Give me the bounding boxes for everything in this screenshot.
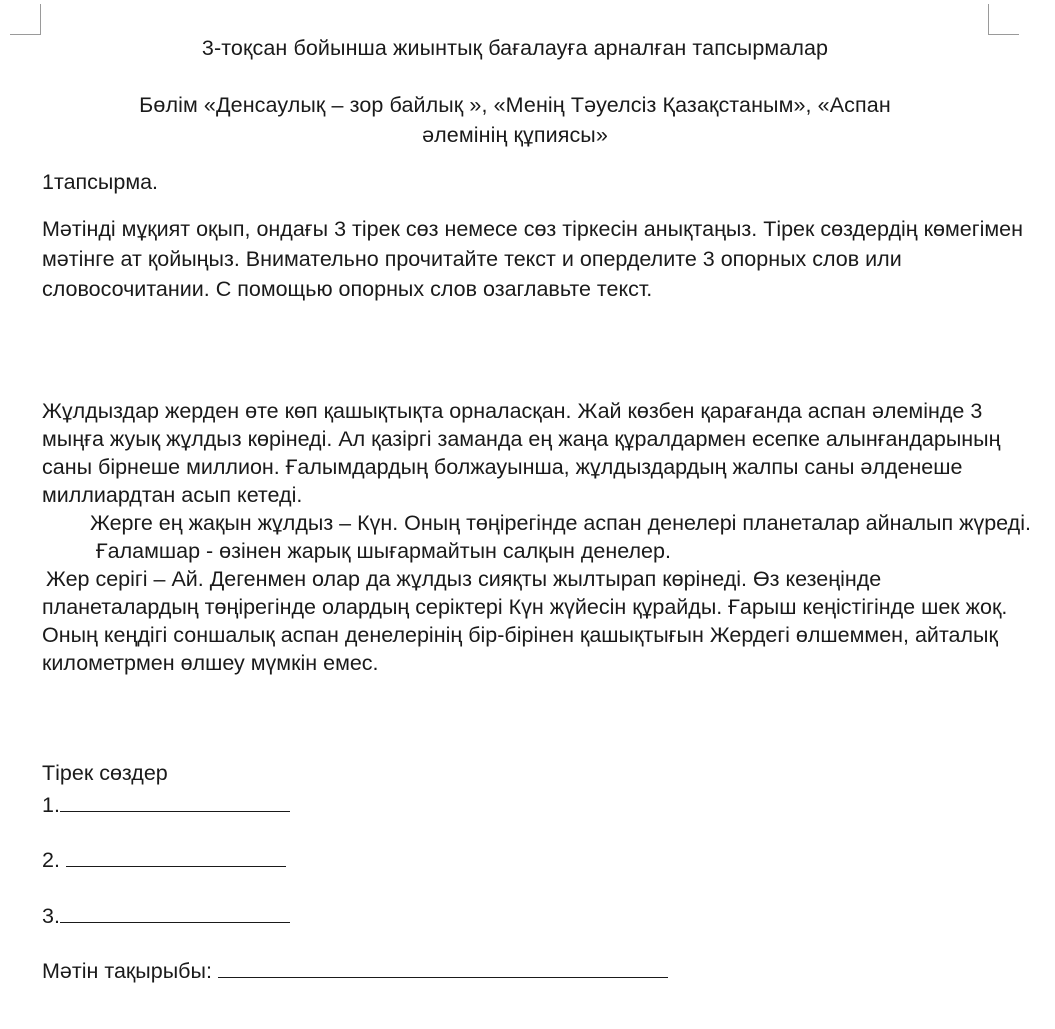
reading-passage xyxy=(42,397,1042,677)
keyword-line-2[interactable] xyxy=(42,846,286,873)
keyword-number-1: 1. xyxy=(42,793,60,817)
text-title-line[interactable] xyxy=(42,957,668,984)
page-corner-mark-top-right xyxy=(988,4,1019,35)
keyword-blank-3[interactable] xyxy=(60,902,290,923)
task-instructions: Мәтінді мұқият оқып, ондағы 3 тірек сөз немесе сөз тіркесін анықтаңыз. Тірек сөздердің көмегімен мәтінге ат қойыңыз. Внимательно прочитайте текст и оперделите 3 опорных слов или словосочитании. С помощью опорных слов озаглавьте текст. xyxy=(42,217,1023,301)
passage-paragraph-2: Жерге ең жақын жұлдыз – Күн. Оның төңірегінде аспан денелері планеталар айналып жүреді. xyxy=(90,511,1031,535)
passage-paragraph-3: Ғаламшар - өзінен жарық шығармайтын салқын денелер. xyxy=(96,539,671,563)
keyword-blank-2[interactable] xyxy=(66,846,286,867)
task-heading: 1тапсырма. xyxy=(42,170,159,194)
keywords-heading: Тірек сөздер xyxy=(42,761,168,785)
section-heading-line-1: Бөлім «Денсаулық – зор байлық », «Менің Тәуелсіз Қазақстаным», «Аспан xyxy=(139,93,891,117)
keyword-number-3: 3. xyxy=(42,904,60,928)
document-title: 3-тоқсан бойынша жиынтық бағалауға арналған тапсырмалар xyxy=(201,36,829,60)
keyword-number-2: 2. xyxy=(42,848,66,872)
page-corner-mark-top-left xyxy=(10,4,41,35)
keyword-line-1[interactable] xyxy=(42,791,290,818)
passage-paragraph-1: Жұлдыздар жерден өте көп қашықтықта орналасқан. Жай көзбен қарағанда аспан әлемінде 3 мыңға жуық жұлдыз көрінеді. Ал қазіргі заманда ең жаңа құралдармен есепке алынғандарының саны бірнеше миллион. Ғалымдардың болжауынша, жұлдыздардың жалпы саны әлденеше миллиардтан асып кетеді. xyxy=(42,399,1001,507)
section-heading xyxy=(70,90,960,150)
section-heading-line-2: әлемінің құпиясы» xyxy=(422,123,608,147)
keyword-blank-1[interactable] xyxy=(60,791,290,812)
keyword-line-3[interactable] xyxy=(42,902,290,929)
text-title-blank[interactable] xyxy=(218,957,668,978)
passage-paragraph-4: Жер серігі – Ай. Дегенмен олар да жұлдыз сияқты жылтырап көрінеді. Өз кезеңінде планеталардың төңірегінде олардың серіктері Күн жүйесін құрайды. Ғарыш кеңістігінде шек жоқ. Оның кеңдігі соншалық аспан денелерінің бір-бірінен қашықтығын Жердегі өлшеммен, айталық километрмен өлшеу мүмкін емес. xyxy=(42,567,1008,675)
text-title-label: Мәтін тақырыбы: xyxy=(42,959,218,983)
